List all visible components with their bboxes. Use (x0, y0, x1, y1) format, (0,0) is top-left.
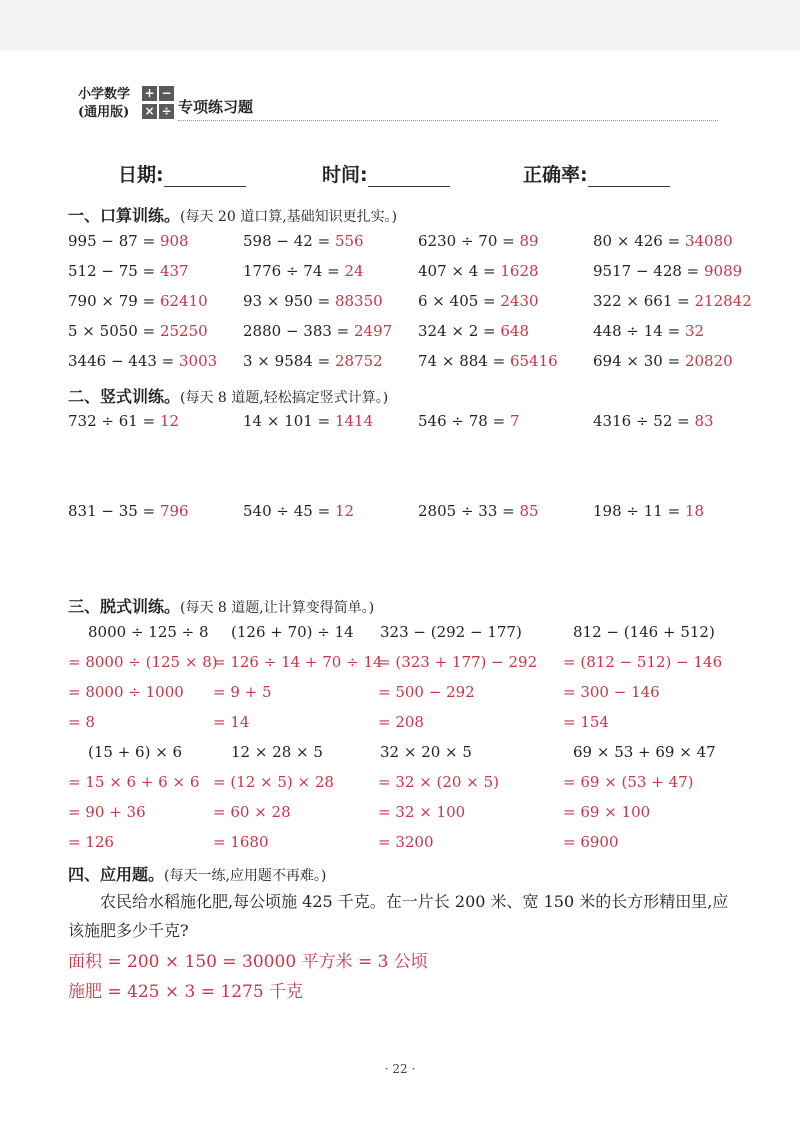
expansion-question: (15 + 6) × 6 (88, 743, 183, 761)
expansion-step: = 208 (378, 713, 424, 731)
oral-exercise (418, 351, 558, 371)
expansion-step: = (323 + 177) − 292 (378, 653, 538, 671)
book-label-line1: 小学数学 (78, 87, 131, 102)
exercise-answer: 88350 (334, 292, 383, 310)
exercise-answer: 24 (344, 262, 364, 280)
exercise-question: 1776 ÷ 74 = (243, 262, 345, 280)
page-number: · 22 · (384, 1062, 416, 1076)
vertical-exercise (418, 501, 539, 521)
exercise-question: 93 × 950 = (243, 292, 335, 310)
exercise-answer: 32 (684, 322, 705, 340)
oral-exercise (243, 291, 383, 311)
section2-heading (68, 384, 388, 407)
expansion-question: 323 − (292 − 177) (380, 623, 522, 641)
oral-exercise (418, 231, 539, 251)
oral-exercise (593, 291, 752, 311)
expansion-step: = 14 (213, 713, 250, 731)
oral-exercise (68, 261, 189, 281)
exercise-question: 6 × 405 = (418, 292, 501, 310)
plus-icon: + (142, 86, 157, 101)
exercise-answer: 20820 (684, 352, 733, 370)
expansion-step: = 60 × 28 (213, 803, 291, 821)
oral-exercise (243, 231, 364, 251)
accuracy-blank (588, 164, 670, 187)
exercise-question: 512 − 75 = (68, 262, 160, 280)
section4-title: 四、应用题。 (68, 865, 165, 884)
exercise-question: 3446 − 443 = (68, 352, 180, 370)
expansion-step: = 500 − 292 (378, 683, 475, 701)
exercise-answer: 437 (159, 262, 189, 280)
section3-heading (68, 594, 374, 617)
exercise-question: 74 × 884 = (418, 352, 510, 370)
divide-icon: ÷ (159, 104, 174, 119)
exercise-question: 4316 ÷ 52 = (593, 412, 695, 430)
vertical-exercise (418, 411, 519, 431)
answer-fertilizer-line: 施肥 = 425 × 3 = 1275 千克 (68, 982, 304, 1002)
exercise-answer: 89 (519, 232, 539, 250)
oral-exercise (68, 321, 208, 341)
exercise-question: 407 × 4 = (418, 262, 501, 280)
exercise-question: 540 ÷ 45 = (243, 502, 335, 520)
date-label: 日期: (118, 164, 164, 186)
expansion-step: = (812 − 512) − 146 (563, 653, 723, 671)
time-field (322, 160, 450, 187)
expansion-step: = 69 × 100 (563, 803, 651, 821)
expansion-step: = 8 (68, 713, 95, 731)
vertical-exercise (68, 501, 189, 521)
page-title: 专项练习题 (178, 98, 254, 116)
vertical-exercise (243, 411, 373, 431)
expansion-step: = 154 (563, 713, 609, 731)
exercise-answer: 25250 (159, 322, 208, 340)
section1-note: (每天 20 道口算,基础知识更扎实。) (180, 209, 398, 225)
time-blank (368, 164, 450, 187)
exercise-answer: 7 (509, 412, 520, 430)
oral-exercise (243, 351, 383, 371)
expansion-question: 12 × 28 × 5 (231, 743, 323, 761)
time-label: 时间: (322, 164, 368, 186)
exercise-answer: 12 (159, 412, 180, 430)
top-band (0, 0, 800, 50)
expansion-step: = 32 × 100 (378, 803, 466, 821)
exercise-answer: 796 (159, 502, 189, 520)
book-label-line2: (通用版) (78, 105, 130, 120)
exercise-question: 14 × 101 = (243, 412, 335, 430)
word-problem-text: 农民给水稻施化肥,每公顷施 425 千克。在一片长 200 米、宽 150 米的长方形精田里,应该施肥多少千克? (68, 892, 729, 940)
exercise-question: 831 − 35 = (68, 502, 160, 520)
expansion-question: 812 − (146 + 512) (573, 623, 715, 641)
section1-heading (68, 203, 397, 226)
section4-note: (每天一练,应用题不再难。) (164, 868, 327, 884)
exercise-question: 322 × 661 = (593, 292, 695, 310)
vertical-exercise (593, 501, 704, 521)
exercise-question: 694 × 30 = (593, 352, 685, 370)
section1-title: 一、口算训练。 (68, 206, 181, 225)
section3-title: 三、脱式训练。 (68, 597, 181, 616)
expansion-step: = 126 ÷ 14 + 70 ÷ 14 (213, 653, 383, 671)
exercise-question: 80 × 426 = (593, 232, 685, 250)
oral-exercise (418, 261, 539, 281)
expansion-step: = 126 (68, 833, 114, 851)
exercise-answer: 3003 (179, 352, 218, 370)
expansion-step: = 32 × (20 × 5) (378, 773, 499, 791)
exercise-answer: 1628 (500, 262, 539, 280)
expansion-step: = 3200 (378, 833, 434, 851)
exercise-answer: 12 (334, 502, 355, 520)
oral-exercise (593, 321, 704, 341)
section2-title: 二、竖式训练。 (68, 387, 181, 406)
accuracy-field (523, 160, 670, 187)
exercise-question: 3 × 9584 = (243, 352, 335, 370)
exercise-answer: 212842 (694, 292, 752, 310)
oral-exercise (593, 351, 733, 371)
exercise-question: 598 − 42 = (243, 232, 335, 250)
expansion-question: 69 × 53 + 69 × 47 (573, 743, 716, 761)
exercise-question: 6230 ÷ 70 = (418, 232, 520, 250)
expansion-step: = 15 × 6 + 6 × 6 (68, 773, 200, 791)
exercise-answer: 85 (519, 502, 539, 520)
exercise-answer: 2430 (500, 292, 539, 310)
exercise-answer: 62410 (159, 292, 208, 310)
section3-note: (每天 8 道题,让计算变得简单。) (180, 600, 375, 616)
times-icon: × (142, 104, 157, 119)
exercise-answer: 556 (334, 232, 364, 250)
book-label (78, 86, 130, 122)
oral-exercise (68, 291, 208, 311)
exercise-answer: 908 (159, 232, 189, 250)
header-divider (178, 120, 718, 121)
expansion-step: = 300 − 146 (563, 683, 660, 701)
expansion-question: (126 + 70) ÷ 14 (231, 623, 354, 641)
exercise-question: 324 × 2 = (418, 322, 501, 340)
expansion-step: = 8000 ÷ 1000 (68, 683, 184, 701)
section2-note: (每天 8 道题,轻松搞定竖式计算。) (180, 390, 389, 406)
date-blank (164, 164, 246, 187)
expansion-step: = 9 + 5 (213, 683, 272, 701)
exercise-answer: 2497 (354, 322, 393, 340)
vertical-exercise (68, 411, 179, 431)
oral-exercise (418, 321, 529, 341)
expansion-step: = (12 × 5) × 28 (213, 773, 334, 791)
expansion-question: 32 × 20 × 5 (380, 743, 472, 761)
expansion-step: = 90 + 36 (68, 803, 146, 821)
exercise-answer: 18 (684, 502, 705, 520)
exercise-answer: 83 (694, 412, 714, 430)
exercise-answer: 34080 (684, 232, 733, 250)
expansion-step: = 6900 (563, 833, 619, 851)
exercise-question: 790 × 79 = (68, 292, 160, 310)
accuracy-label: 正确率: (523, 164, 588, 186)
oral-exercise (68, 351, 217, 371)
answer-area-line: 面积 = 200 × 150 = 30000 平方米 = 3 公顷 (68, 952, 428, 972)
exercise-answer: 65416 (509, 352, 558, 370)
expansion-step: = 8000 ÷ (125 × 8) (68, 653, 218, 671)
exercise-question: 198 ÷ 11 = (593, 502, 685, 520)
exercise-question: 732 ÷ 61 = (68, 412, 160, 430)
exercise-answer: 9089 (704, 262, 743, 280)
oral-exercise (593, 231, 733, 251)
oral-exercise (418, 291, 539, 311)
exercise-answer: 28752 (334, 352, 383, 370)
expansion-step: = 1680 (213, 833, 269, 851)
exercise-question: 2805 ÷ 33 = (418, 502, 520, 520)
oral-exercise (243, 321, 392, 341)
vertical-exercise (593, 411, 714, 431)
exercise-question: 9517 − 428 = (593, 262, 705, 280)
exercise-question: 2880 − 383 = (243, 322, 355, 340)
oral-exercise (593, 261, 742, 281)
minus-icon: − (159, 86, 174, 101)
date-field (118, 160, 246, 187)
exercise-question: 5 × 5050 = (68, 322, 160, 340)
oral-exercise (243, 261, 364, 281)
exercise-question: 546 ÷ 78 = (418, 412, 510, 430)
exercise-question: 995 − 87 = (68, 232, 160, 250)
exercise-answer: 648 (500, 322, 530, 340)
exercise-question: 448 ÷ 14 = (593, 322, 685, 340)
vertical-exercise (243, 501, 354, 521)
oral-exercise (68, 231, 189, 251)
expansion-question: 8000 ÷ 125 ÷ 8 (88, 623, 209, 641)
exercise-answer: 1414 (334, 412, 374, 430)
math-ops-icon (142, 86, 174, 122)
section4-heading (68, 862, 326, 885)
expansion-step: = 69 × (53 + 47) (563, 773, 694, 791)
